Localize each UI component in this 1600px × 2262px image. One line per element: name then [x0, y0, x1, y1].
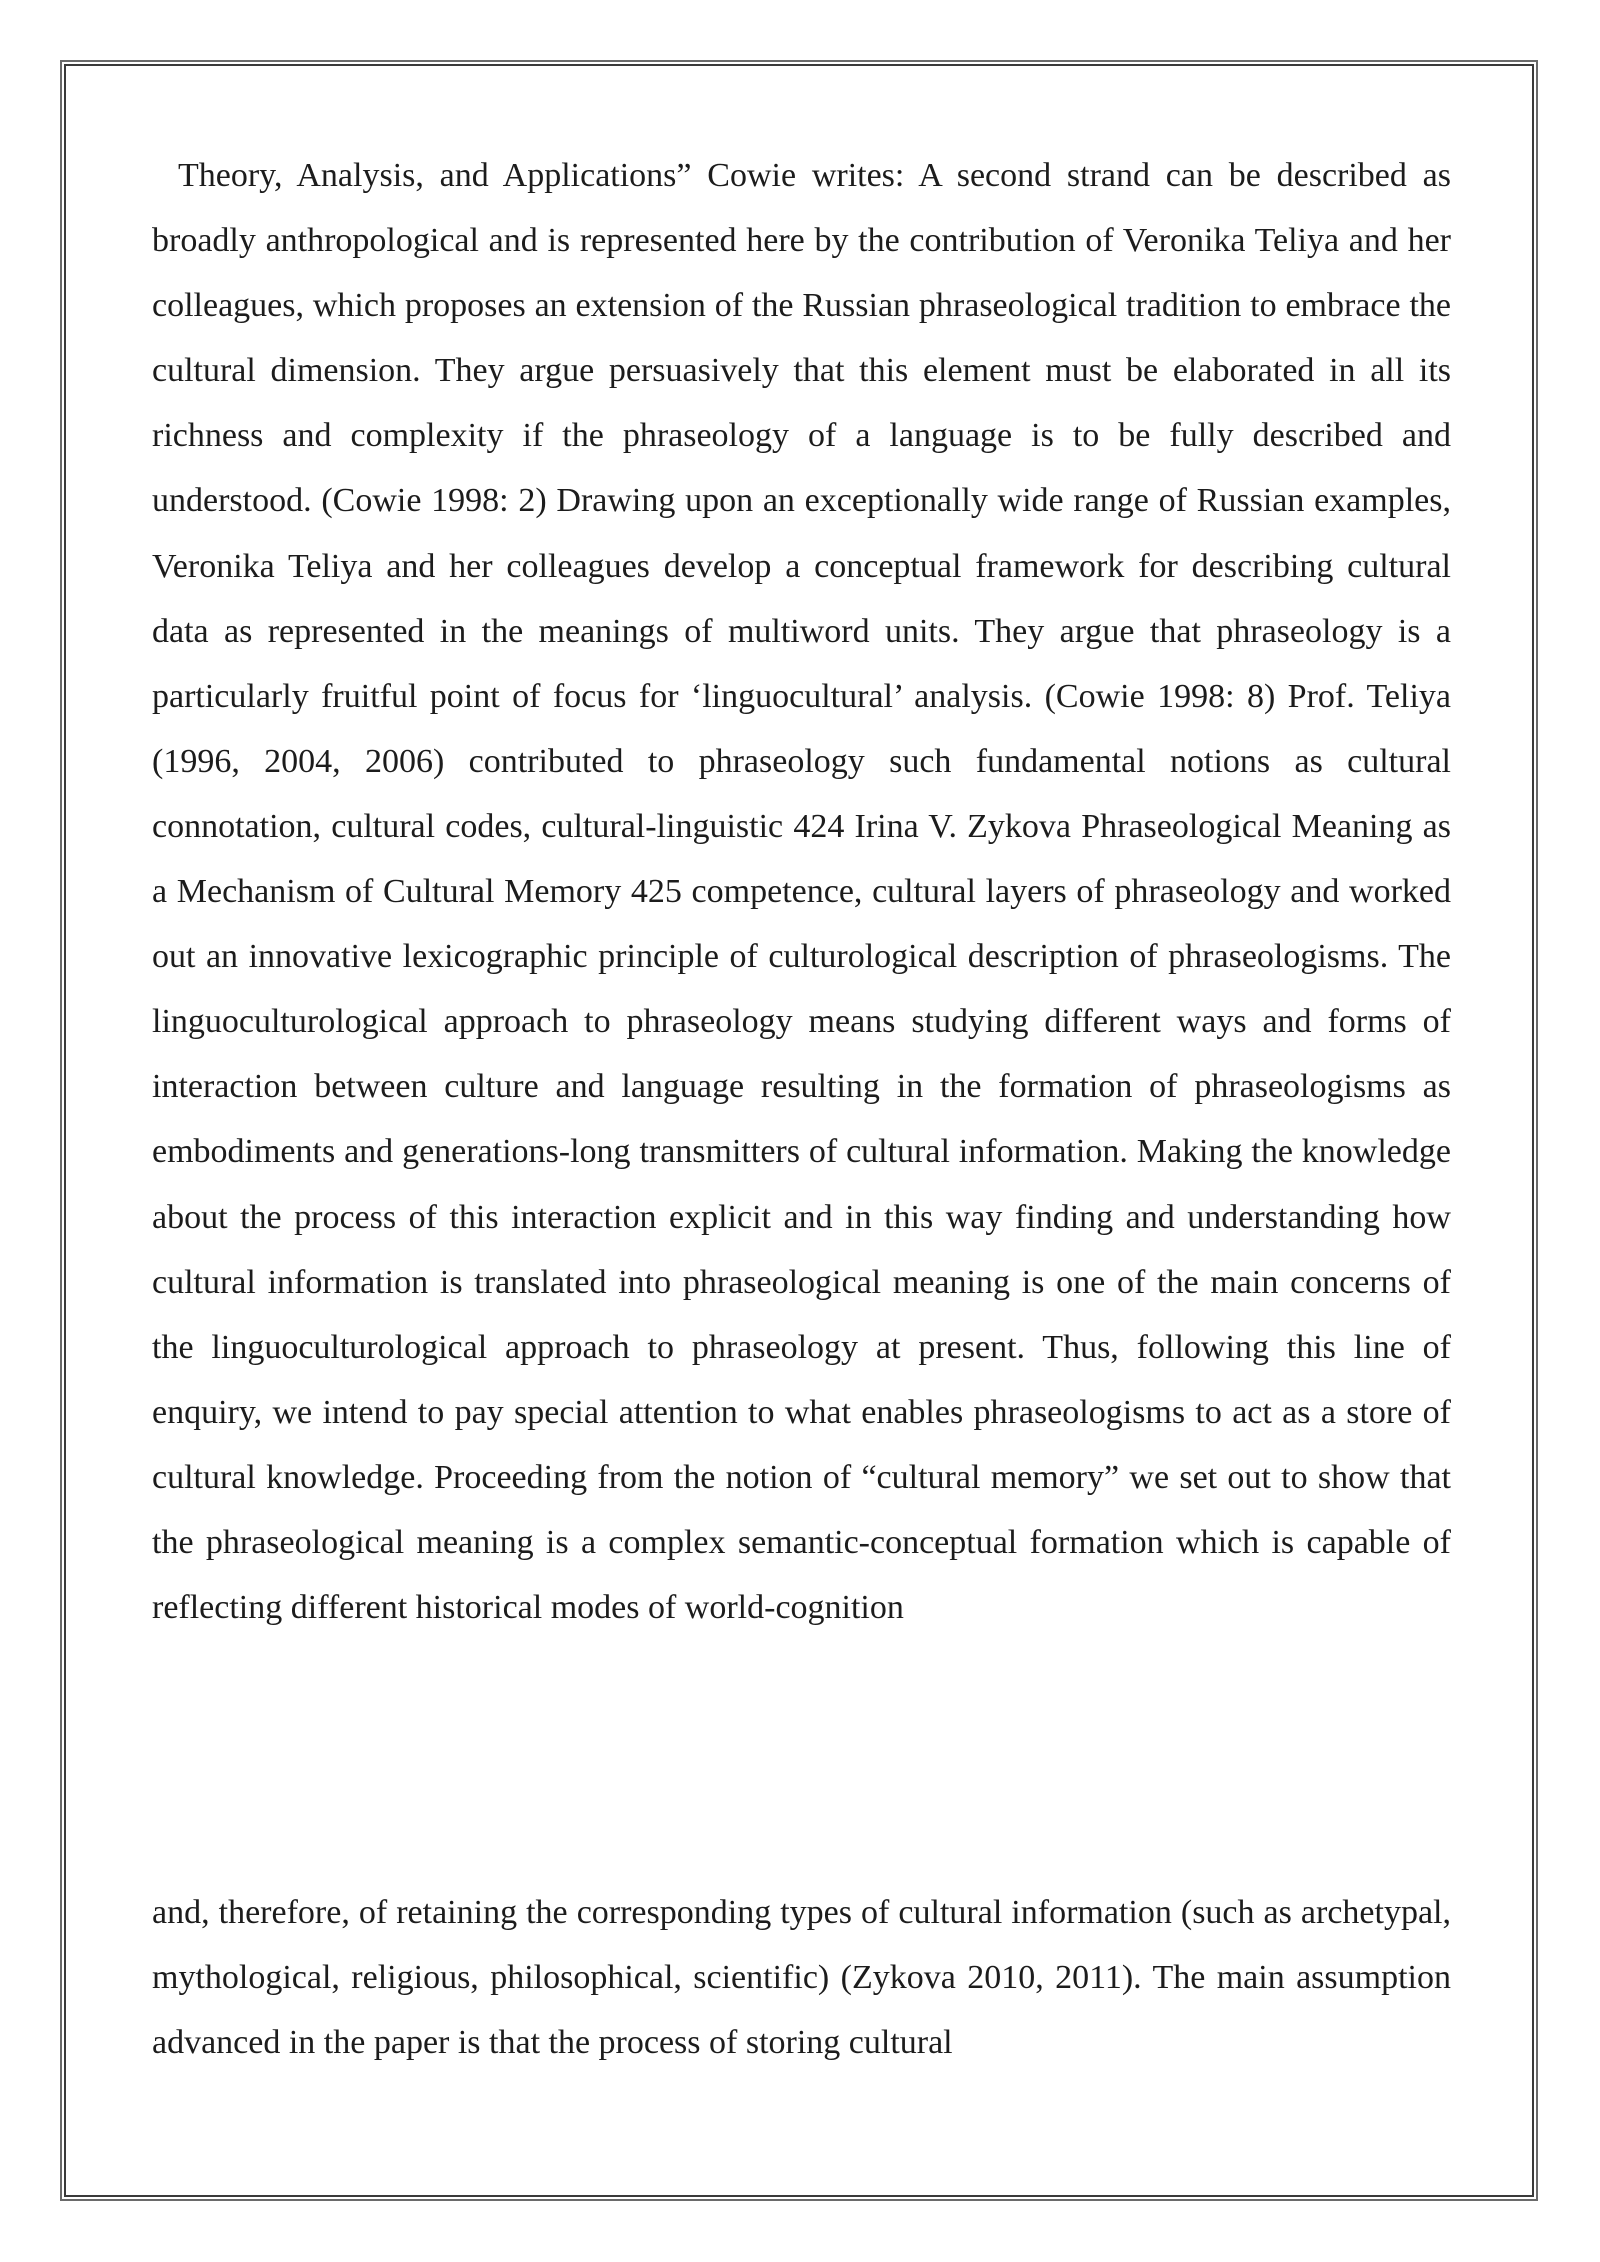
body-paragraph-1: Theory, Analysis, and Applications” Cowie writes: A second strand can be described as broadly anthropological and is represented here by the contribution of Veronika Teliya and her colleagues, which proposes an extension of the Russian phraseological tradition to embrace the cultural dimension. They argue persuasively that this element must be elaborated in all its richness and complexity if the phraseology of a language is to be fully described and understood. (Cowie 1998: 2) Drawing upon an exceptionally wide range of Russian examples, Veronika Teliya and her colleagues develop a conceptual framework for describing cultural data as represented in the meanings of multiword units. They argue that phraseology is a particularly fruitful point of focus for ‘linguocultural’ analysis. (Cowie 1998: 8) Prof. Teliya (1996, 2004, 2006) contributed to phraseology such fundamental notions as cultural connotation, cultural codes, cultural-linguistic 424 Irina V. Zykova Phraseological Meaning as a Mechanism of Cultural Memory 425 competence, cultural layers of phraseology and worked out an innovative lexicographic principle of culturological description of phraseologisms. The linguoculturological approach to phraseology means studying different ways and forms of interaction between culture and language resulting in the formation of phraseologisms as embodiments and generations-long transmitters of cultural information. Making the knowledge about the process of this interaction explicit and in this way finding and understanding how cultural information is translated into phraseological meaning is one of the main concerns of the linguoculturological approach to phraseology at present. Thus, following this line of enquiry, we intend to pay special attention to what enables phraseologisms to act as a store of cultural knowledge. Proceeding from the notion of “cultural memory” we set out to show that the phraseological meaning is a complex semantic-conceptual formation which is capable of reflecting different historical modes of world-cognition	[152, 157, 1451, 1627]
body-paragraph-2: and, therefore, of retaining the corresponding types of cultural information (such as archetypal, mythological, religious, philosophical, scientific) (Zykova 2010, 2011). The main assumption advanced in the paper is that the process of storing cultural	[152, 1894, 1451, 2062]
